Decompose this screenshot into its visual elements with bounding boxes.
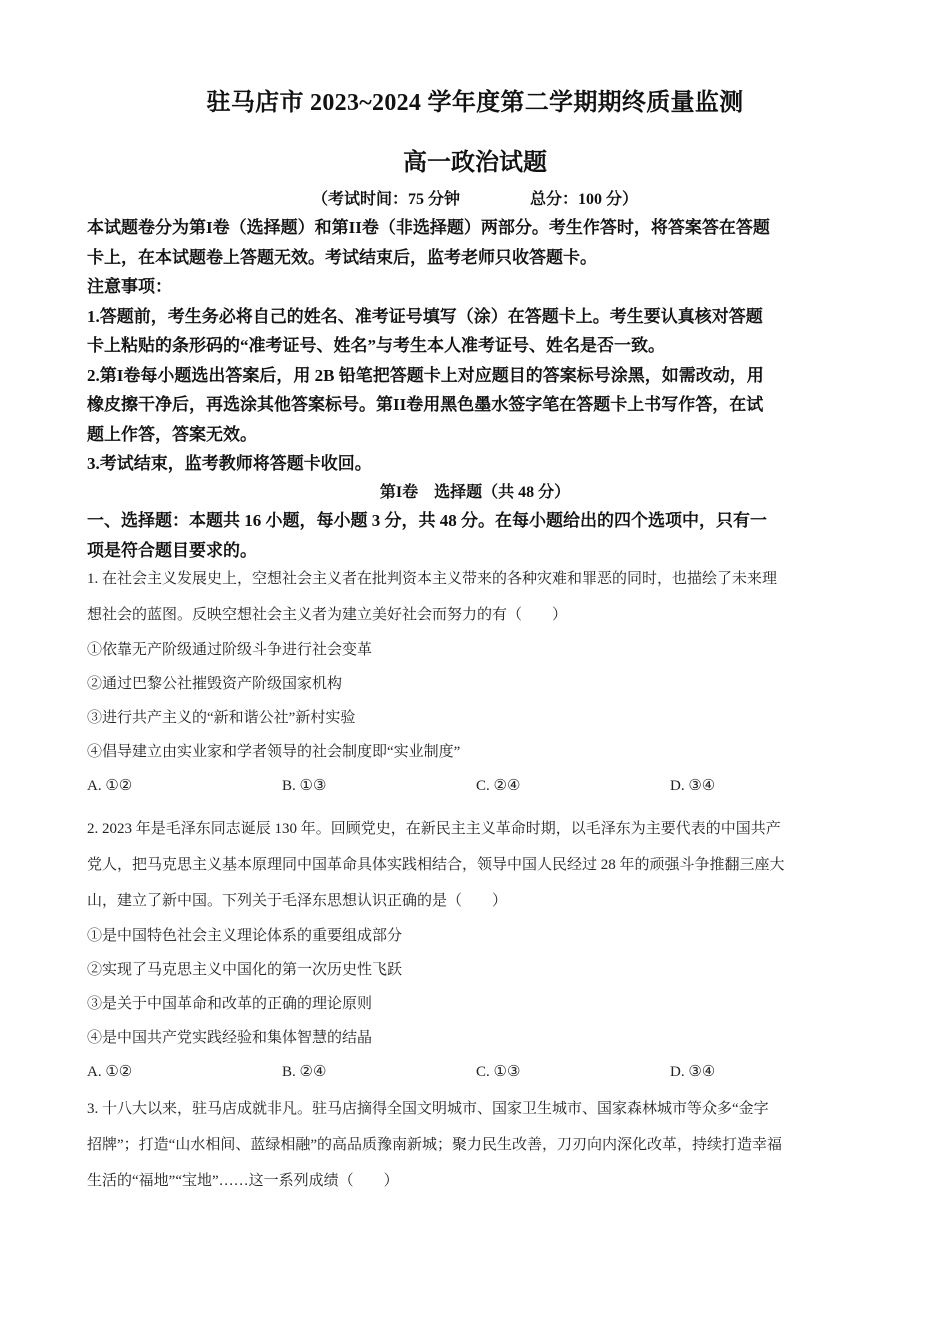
instruction-line: 题上作答，答案无效。 — [87, 424, 257, 444]
choice-d: D. ③④ — [670, 778, 716, 794]
section-instruction — [87, 506, 867, 565]
choice-a: A. ①② — [87, 778, 133, 794]
instruction-line: 3.考试结束，监考教师将答题卡收回。 — [87, 454, 372, 473]
question-stem: 党人，把马克思主义基本原理同中国革命具体实践相结合，领导中国人民经过 28 年的顽强斗争推翻三座大 — [87, 857, 785, 873]
exam-title: 驻马店市 2023~2024 学年度第二学期期终质量监测 — [206, 90, 744, 116]
choice-b: B. ②④ — [282, 1064, 327, 1080]
section-volume: 第I卷 — [379, 484, 419, 501]
question-2 — [87, 811, 867, 1089]
section-instruction-line: 一、选择题：本题共 16 小题，每小题 3 分，共 48 分。在每小题给出的四个选项中，只有一 — [87, 511, 767, 530]
answer-choices — [87, 1055, 867, 1089]
choice-a: A. ①② — [87, 1064, 133, 1080]
answer-choices — [87, 769, 867, 803]
statement-option: ③是关于中国革命和改革的正确的理论原则 — [87, 996, 373, 1012]
section-title — [0, 479, 950, 502]
question-3 — [87, 1091, 867, 1199]
instruction-line: 橡皮擦干净后，再选涂其他答案标号。第II卷用黑色墨水签字笔在答题卡上书写作答，在试 — [87, 395, 764, 414]
question-stem: 想社会的蓝图。反映空想社会主义者为建立美好社会而努力的有（ ） — [87, 607, 568, 623]
statement-option: ①是中国特色社会主义理论体系的重要组成部分 — [87, 928, 403, 944]
question-stem: 生活的“福地”“宝地”……这一系列成绩（ ） — [87, 1173, 399, 1189]
exam-subtitle: 高一政治试题 — [403, 150, 547, 176]
instruction-line: 2.第I卷每小题选出答案后，用 2B 铅笔把答题卡上对应题目的答案标号涂黑，如需改动，用 — [87, 365, 764, 385]
question-1 — [87, 561, 867, 803]
exam-instructions — [87, 213, 867, 479]
exam-meta — [0, 186, 950, 209]
exam-time: （考试时间：75 分钟 — [311, 191, 460, 208]
statement-option: ④是中国共产党实践经验和集体智慧的结晶 — [87, 1030, 373, 1046]
choice-b: B. ①③ — [282, 778, 327, 794]
instruction-line: 卡上，在本试题卷上答题无效。考试结束后，监考老师只收答题卡。 — [87, 247, 597, 267]
statement-option: ②实现了马克思主义中国化的第一次历史性飞跃 — [87, 962, 403, 978]
choice-c: C. ②④ — [476, 778, 521, 794]
statement-option: ④倡导建立由实业家和学者领导的社会制度即“实业制度” — [87, 744, 461, 760]
instruction-line: 本试题卷分为第I卷（选择题）和第II卷（非选择题）两部分。考生作答时，将答案答在答题 — [87, 218, 770, 237]
question-stem: 山，建立了新中国。下列关于毛泽东思想认识正确的是（ ） — [87, 893, 508, 909]
choice-d: D. ③④ — [670, 1064, 716, 1080]
question-stem: 3. 十八大以来，驻马店成就非凡。驻马店摘得全国文明城市、国家卫生城市、国家森林城市等众多“金字 — [87, 1101, 769, 1117]
section-instruction-line: 项是符合题目要求的。 — [87, 540, 257, 560]
question-stem: 2. 2023 年是毛泽东同志诞辰 130 年。回顾党史，在新民主主义革命时期，以毛泽东为主要代表的中国共产 — [87, 821, 781, 837]
choice-c: C. ①③ — [476, 1064, 521, 1080]
instruction-line: 1.答题前，考生务必将自己的姓名、准考证号填写（涂）在答题卡上。考生要认真核对答题 — [87, 306, 763, 326]
statement-option: ③进行共产主义的“新和谐公社”新村实验 — [87, 710, 356, 726]
notice-heading: 注意事项： — [87, 277, 172, 296]
section-type: 选择题（共 48 分） — [434, 484, 571, 501]
statement-option: ①依靠无产阶级通过阶级斗争进行社会变革 — [87, 642, 373, 658]
total-score: 总分：100 分） — [530, 191, 639, 208]
instruction-line: 卡上粘贴的条形码的“准考证号、姓名”与考生本人准考证号、姓名是否一致。 — [87, 336, 665, 355]
question-stem: 1. 在社会主义发展史上，空想社会主义者在批判资本主义带来的各种灾难和罪恶的同时，也描绘了未来理 — [87, 571, 778, 587]
statement-option: ②通过巴黎公社摧毁资产阶级国家机构 — [87, 676, 343, 692]
question-stem: 招牌”；打造“山水相间、蓝绿相融”的高品质豫南新城；聚力民生改善，刀刃向内深化改革，持续打造幸福 — [87, 1137, 782, 1153]
